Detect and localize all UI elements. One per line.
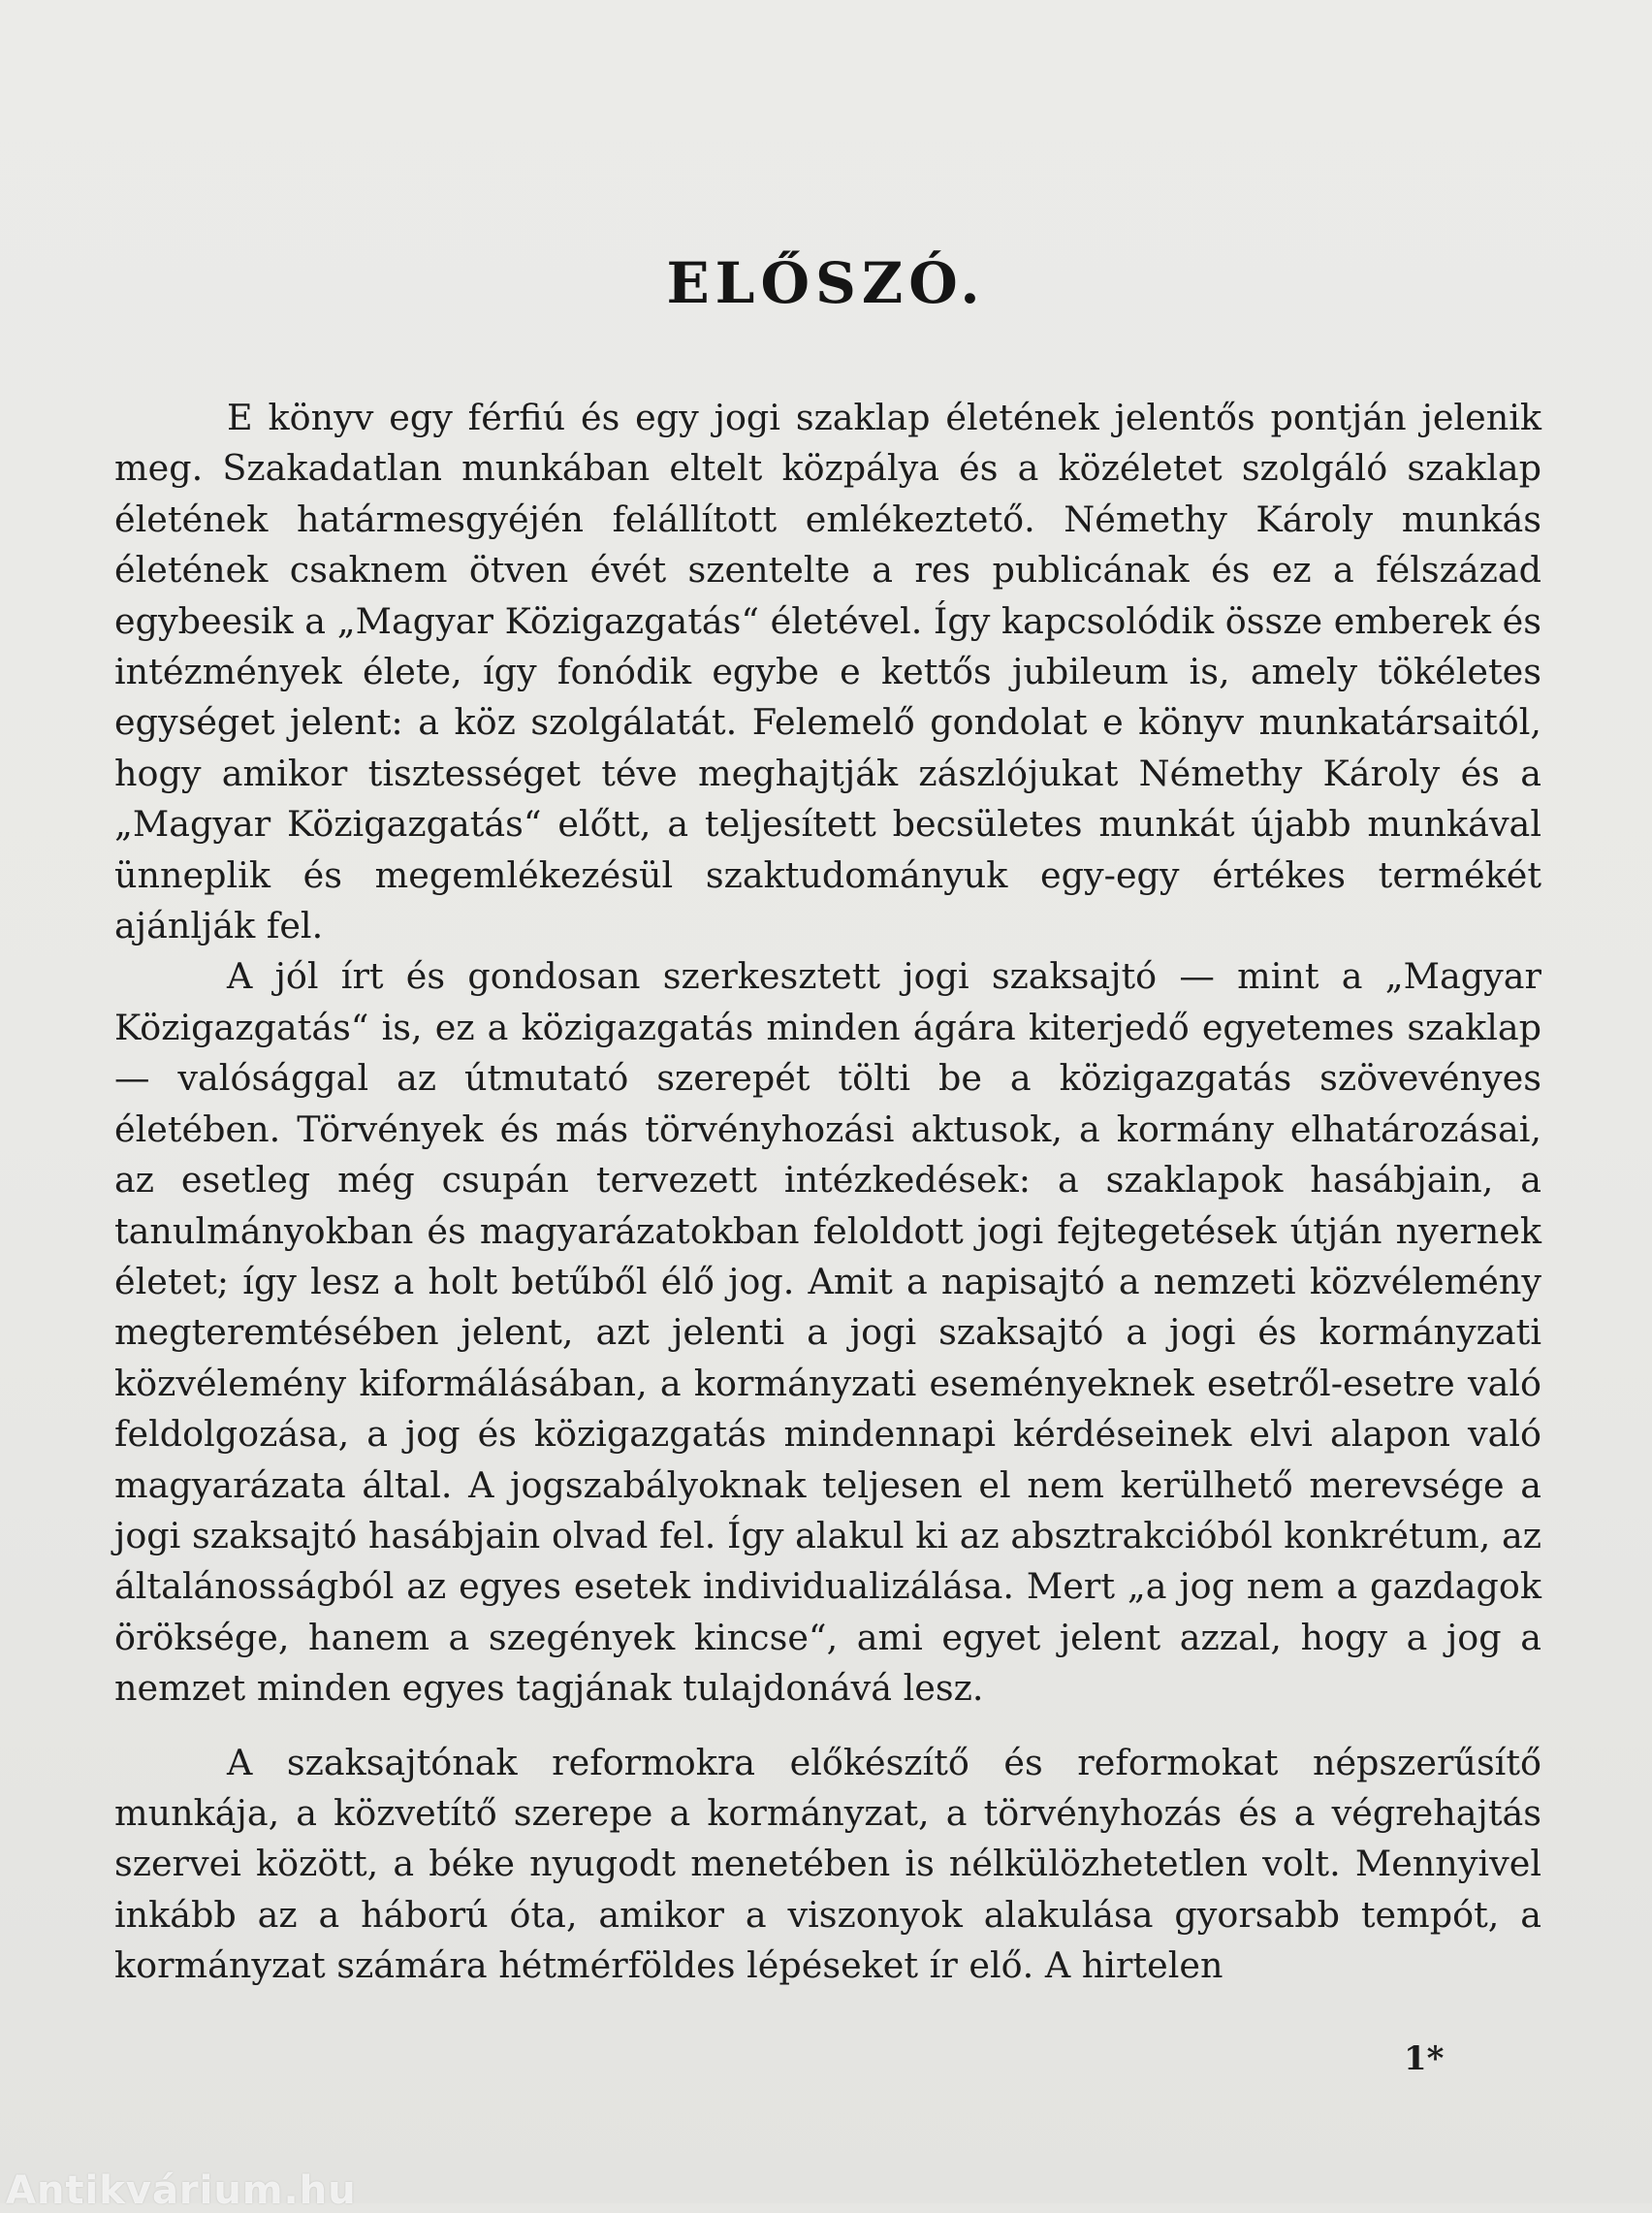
show-through-texture — [116, 0, 1551, 252]
preface-body — [114, 393, 1541, 1992]
paragraph: A szaksajtónak reformokra előkészítő és reformokat népszerűsítő munkája, a közvetítő szerepe a kormányzat, a törvényhozás és a végrehajtás szervei között, a béke nyugodt menetében is nélkülözhetetlen volt. Mennyivel inkább az a háború óta, amikor a viszonyok alakulása gyorsabb tempót, a kormányzat számára hétmérföldes lépéseket ír elő. A hirtelen — [114, 1741, 1541, 1987]
paragraph: A jól írt és gondosan szerkesztett jogi szaksajtó — mint a „Magyar Közigazgatás“ is, ez a közigazgatás minden ágára kiterjedő egyetemes szaklap — valósággal az útmutató szerepét tölti be a közigazgatás szövevényes életében. Törvények és más törvényhozási aktusok, a kormány elhatározásai, az esetleg még csupán tervezett intézkedések: a szaklapok hasábjain, a tanulmányokban és magyarázatokban feloldott jogi fejtegetések útján nyernek életet; így lesz a holt betűből élő jog. Amit a napisajtó a nemzeti közvélemény megteremtésében jelent, azt jelenti a jogi szaksajtó a jogi és kormányzati közvélemény kiformálásában, a kormányzati eseményeknek esetről-esetre való feldolgozása, a jog és közigazgatás mindennapi kérdéseinek elvi alapon való magyarázata által. A jogszabályoknak teljesen el nem kerülhető merevsége a jogi szaksajtó hasábjain olvad fel. Így alakul ki az absztrakcióból konkrétum, az általánosságból az egyes esetek individualizálása. Mert „a jog nem a gazdagok öröksége, hanem a szegények kincse“, ami egyet jelent azzal, hogy a jog a nemzet minden egyes tagjának tulajdonává lesz. — [114, 955, 1541, 1710]
page-number: 1* — [1404, 2039, 1445, 2078]
page-title: ELŐSZÓ. — [666, 250, 986, 316]
paragraph: E könyv egy férfiú és egy jogi szaklap életének jelentős pontján jelenik meg. Szakadatlan munkában eltelt közpálya és a közéletet szolgáló szaklap életének határmesgyéjén felállított emlékeztető. Némethy Károly munkás életének csaknem ötven évét szentelte a res publicának és ez a félszázad egybeesik a „Magyar Közigazgatás“ életével. Így kapcsolódik össze emberek és intézmények élete, így fonódik egybe e kettős jubileum is, amely tökéletes egységet jelent: a köz szolgálatát. Felemelő gondolat e könyv munkatársaitól, hogy amikor tisztességet téve meghajtják zászlójukat Némethy Károly és a „Magyar Közigazgatás“ előtt, a teljesített becsületes munkát újabb munkával ünneplik és megemlékezésül szaktudományuk egy-egy értékes termékét ajánlják fel. — [114, 397, 1541, 947]
watermark: Antikvárium.hu — [6, 2168, 357, 2213]
